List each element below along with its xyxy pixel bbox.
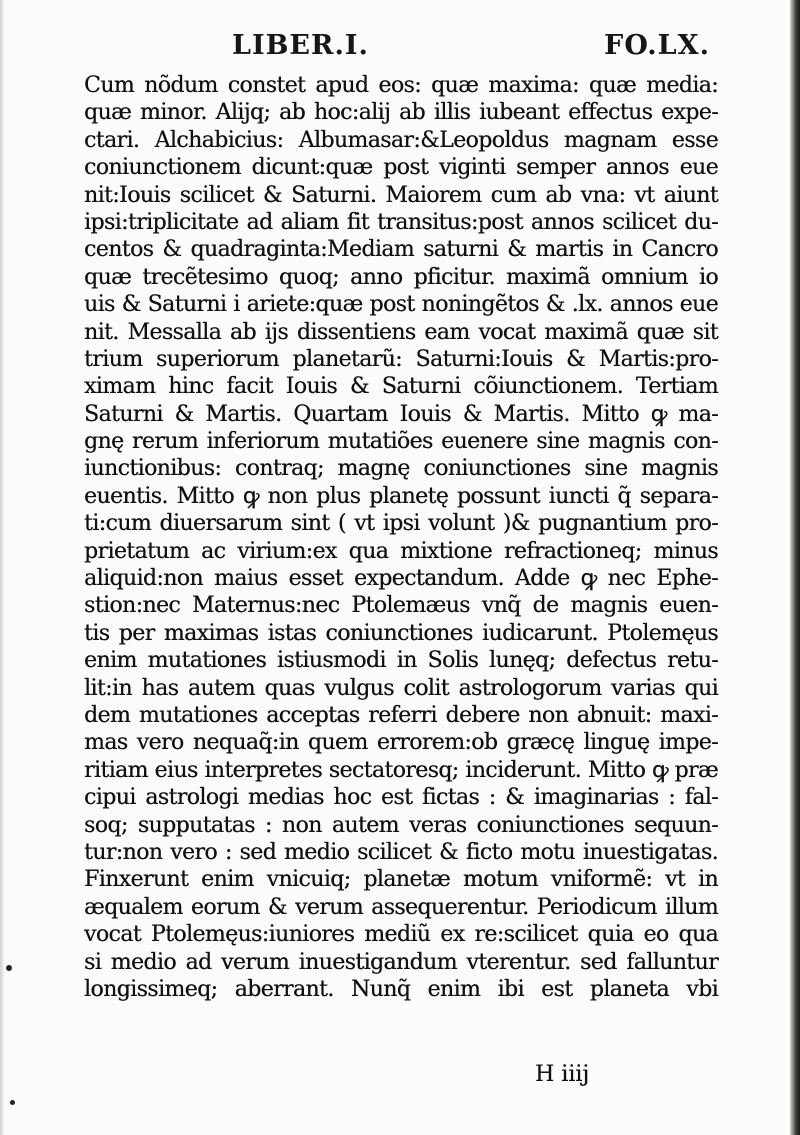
text-line: Cum nõdum constet apud eos: quæ maxima: quæ media: [84, 73, 718, 98]
text-line: nit:Iouis scilicet & Saturni. Maiorem cum ab vna: vt aiunt [84, 182, 718, 208]
body-text [84, 72, 718, 1003]
text-line: aliquid:non maius esset expectandum. Adde ꝙ nec Ephe- [84, 566, 718, 592]
text-line: soq; supputatas : non autem veras coniunctiones sequun- [84, 812, 718, 838]
text-line: æqualem eorum & verum assequerentur. Periodicum illum [84, 894, 718, 920]
text-line: tis per maximas istas coniunctiones iudicarunt. Ptolemęus [84, 620, 718, 646]
page-left-edge [0, 0, 4, 1135]
text-line: uis & Saturni i ariete:quæ post noningẽtos & .lx. annos eue [84, 292, 718, 318]
running-head [85, 30, 710, 66]
text-line: iunctionibus: contraq; magnę coniunctiones sine magnis [84, 456, 718, 482]
text-line: enim mutationes istiusmodi in Solis lunęq; defectus retu- [84, 648, 718, 674]
text-line: ximam hinc facit Iouis & Saturni cõiunctionem. Tertiam [84, 374, 718, 400]
text-line: longissimeq; aberrant. Nunq̃ enim ibi est planeta vbi [84, 976, 718, 1002]
text-line: euentis. Mitto ꝙ non plus planetę possunt iuncti q̃ separa- [84, 483, 718, 509]
text-line: stion:nec Maternus:nec Ptolemæus vnq̃ de magnis euen- [84, 593, 718, 619]
text-line: ipsi:triplicitate ad aliam fit transitus:post annos scilicet du- [84, 209, 718, 235]
text-line: mas vero nequaq̃:in quem errorem:ob græcę linguę impe- [84, 730, 718, 756]
running-head-book: LIBER.I. [232, 30, 369, 61]
signature-mark: H iiij [535, 1062, 590, 1087]
text-line: trium superiorum planetarũ: Saturni:Iouis & Martis:pro- [84, 346, 718, 372]
text-line: cipui astrologi medias hoc est fictas : & imaginarias : fal- [84, 785, 718, 811]
text-line: tur:non vero : sed medio scilicet & ficto motu inuestigatas. [84, 839, 718, 865]
text-line: quæ minor. Alijq; ab hoc:alij ab illis iubeant effectus expe- [84, 100, 718, 126]
text-line: dem mutationes acceptas referri debere non abnuit: maxi- [84, 702, 718, 728]
text-line: prietatum ac virium:ex qua mixtione refractioneq; minus [84, 538, 718, 564]
text-line: vocat Ptolemęus:iuniores mediũ ex re:scilicet quia eo qua [84, 922, 718, 948]
text-line: si medio ad verum inuestigandum vterentur. sed falluntur [84, 949, 718, 975]
running-head-folio: FO.LX. [604, 30, 710, 61]
book-spine-shadow [790, 0, 800, 1135]
text-line: quæ trecẽtesimo quoq; anno pficitur. maximã omnium io [84, 264, 718, 290]
ink-blemish [6, 965, 12, 971]
text-line: centos & quadraginta:Mediam saturni & martis in Cancro [84, 237, 718, 263]
ink-blemish [10, 1100, 15, 1105]
text-line: ti:cum diuersarum sint ( vt ipsi volunt )& pugnantium pro- [84, 511, 718, 537]
text-line: lit:in has autem quas vulgus colit astrologorum varias qui [84, 675, 718, 701]
text-line: Finxerunt enim vnicuiq; planetæ motum vniformẽ: vt in [84, 867, 718, 893]
text-line: nit. Messalla ab ijs dissentiens eam vocat maximã quæ sit [84, 319, 718, 345]
text-line: gnę rerum inferiorum mutatiões euenere sine magnis con- [84, 429, 718, 455]
text-line: Saturni & Martis. Quartam Iouis & Martis. Mitto ꝙ ma- [84, 401, 718, 427]
text-line: coniunctionem dicunt:quæ post viginti semper annos eue [84, 155, 718, 181]
text-line: ctari. Alchabicius: Albumasar:&Leopoldus magnam esse [84, 127, 718, 153]
text-line: ritiam eius interpretes sectatoresq; inciderunt. Mitto ꝙ præ [84, 757, 718, 783]
